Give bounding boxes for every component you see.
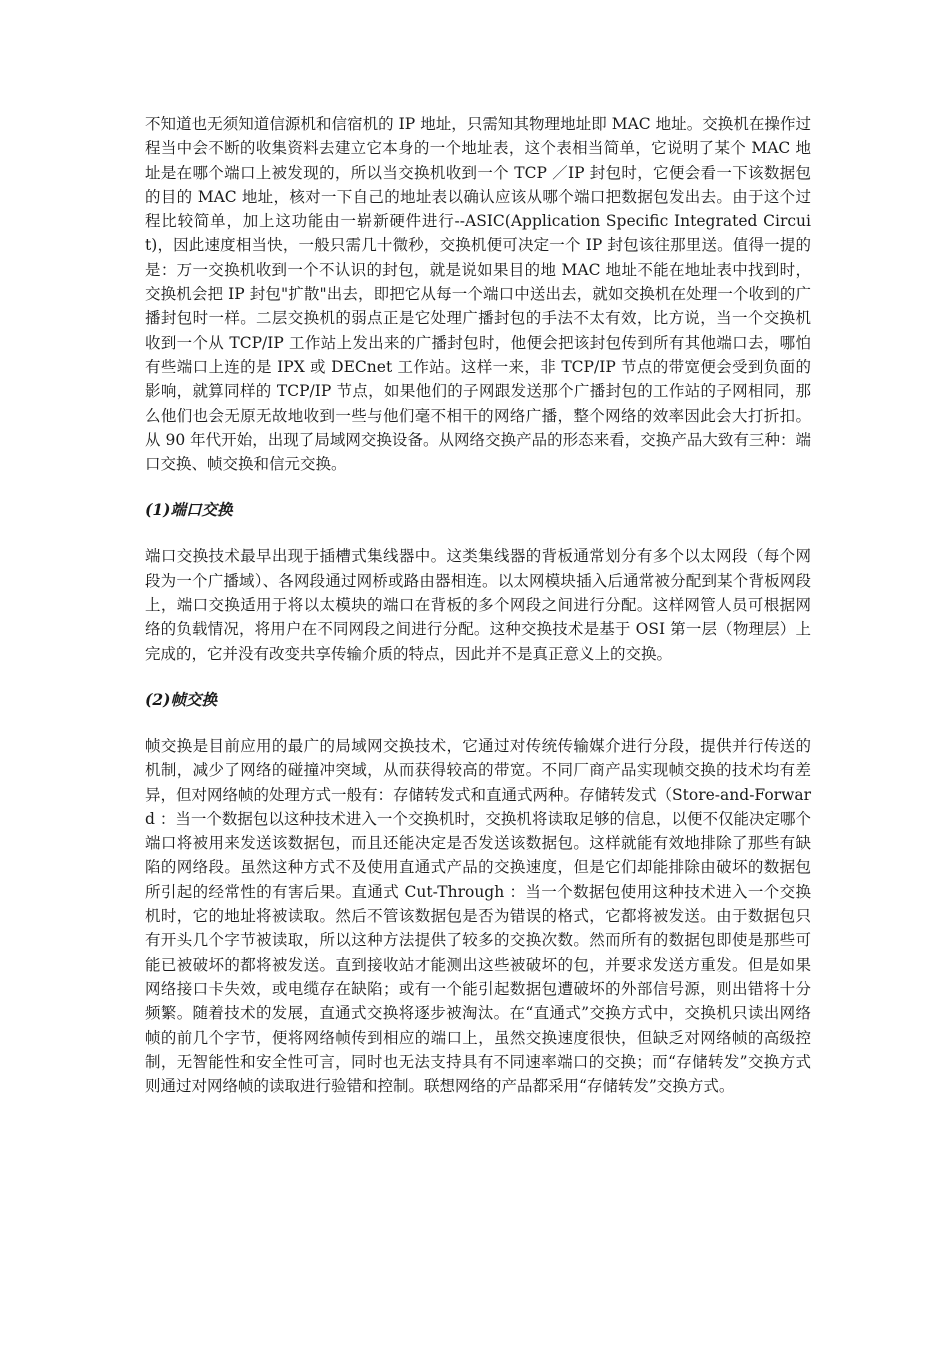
spacer [145,666,811,688]
spacer [145,476,811,498]
paragraph-port-switching: 端口交换技术最早出现于插槽式集线器中。这类集线器的背板通常划分有多个以太网段（每个网段为一个广播域）、各网段通过网桥或路由器相连。以太网模块插入后通常被分配到某个背板网段上，端口交换适用于将以太模块的端口在背板的多个网段之间进行分配。这样网管人员可根据网络的负载情况，将用户在不同网段之间进行分配。这种交换技术是基于 OSI 第一层（物理层）上完成的，它并没有改变共享传输介质的特点，因此并不是真正意义上的交换。 [145,547,811,663]
spacer [145,712,811,734]
section-heading-frame-switching: (2)帧交换 [145,689,217,709]
paragraph-intro: 不知道也无须知道信源机和信宿机的 IP 地址，只需知其物理地址即 MAC 地址。交换机在操作过程当中会不断的收集资料去建立它本身的一个地址表，这个表相当简单，它说明了某个 MAC 地址是在哪个端口上被发现的，所以当交换机收到一个 TCP ／IP 封包时，它便会看一下该数据包的目的 MAC 地址，核对一下自己的地址表以确认应该从哪个端口把数据包发出去。由于这个过程比较简单，加上这功能由一崭新硬件进行--ASIC(Application Specific Integrated Circuit)，因此速度相当快，一般只需几十微秒，交换机便可决定一个 IP 封包该往那里送。值得一提的是：万一交换机收到一个不认识的封包，就是说如果目的地 MAC 地址不能在地址表中找到时，交换机会把 IP 封包"扩散"出去，即把它从每一个端口中送出去，就如交换机在处理一个收到的广播封包时一样。二层交换机的弱点正是它处理广播封包的手法不太有效，比方说，当一个交换机收到一个从 TCP/IP 工作站上发出来的广播封包时，他便会把该封包传到所有其他端口去，哪怕有些端口上连的是 IPX 或 DECnet 工作站。这样一来，非 TCP/IP 节点的带宽便会受到负面的影响，就算同样的 TCP/IP 节点，如果他们的子网跟发送那个广播封包的工作站的子网相同，那么他们也会无原无故地收到一些与他们毫不相干的网络广播，整个网络的效率因此会大打折扣。从 90 年代开始，出现了局域网交换设备。从网络交换产品的形态来看，交换产品大致有三种：端口交换、帧交换和信元交换。 [145,115,811,474]
spacer [145,522,811,544]
section-heading-port-switching: (1)端口交换 [145,500,233,520]
document-page [145,112,811,1098]
paragraph-frame-switching: 帧交换是目前应用的最广的局域网交换技术，它通过对传统传输媒介进行分段，提供并行传送的机制，减少了网络的碰撞冲突域，从而获得较高的带宽。不同厂商产品实现帧交换的技术均有差异，但对网络帧的处理方式一般有：存储转发式和直通式两种。存储转发式（Store-and-Forward ：当一个数据包以这种技术进入一个交换机时，交换机将读取足够的信息，以便不仅能决定哪个端口将被用来发送该数据包，而且还能决定是否发送该数据包。这样就能有效地排除了那些有缺陷的网络段。虽然这种方式不及使用直通式产品的交换速度，但是它们却能排除由破坏的数据包所引起的经常性的有害后果。直通式 Cut-Through ：当一个数据包使用这种技术进入一个交换机时，它的地址将被读取。然后不管该数据包是否为错误的格式，它都将被发送。由于数据包只有开头几个字节被读取，所以这种方法提供了较多的交换次数。然而所有的数据包即使是那些可能已被破坏的都将被发送。直到接收站才能测出这些被破坏的包，并要求发送方重发。但是如果网络接口卡失效，或电缆存在缺陷；或有一个能引起数据包遭破坏的外部信号源，则出错将十分频繁。随着技术的发展，直通式交换将逐步被淘汰。在“直通式”交换方式中，交换机只读出网络帧的前几个字节，便将网络帧传到相应的端口上，虽然交换速度很快，但缺乏对网络帧的高级控制，无智能性和安全性可言，同时也无法支持具有不同速率端口的交换；而“存储转发”交换方式则通过对网络帧的读取进行验错和控制。联想网络的产品都采用“存储转发”交换方式。 [145,736,811,1096]
